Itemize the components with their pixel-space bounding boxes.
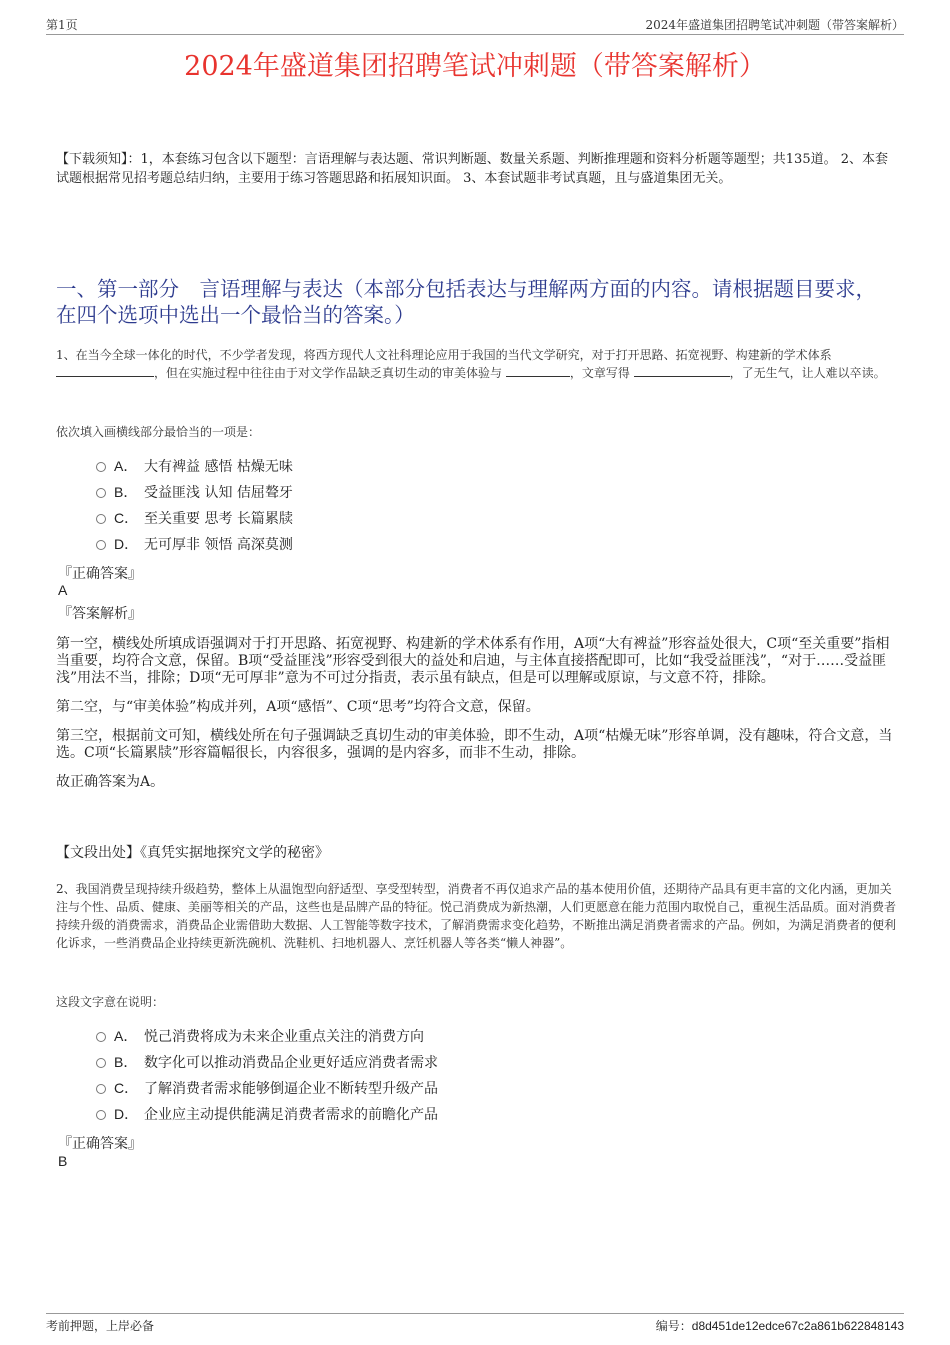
section-title: 一、第一部分 言语理解与表达（本部分包括表达与理解两方面的内容。请根据题目要求，在四个选项中选出一个最恰当的答案。） bbox=[56, 277, 876, 327]
question-1-text: 1、在当今全球一体化的时代，不少学者发现，将西方现代人文社科理论应用于我国的当代文学研究，对于打开思路、拓宽视野、构建新的学术体系 ，但在实施过程中往往由于对文学作品缺乏真切生动的审美体验与 ，文章写得 ，了无生气，让人难以卒读。 bbox=[56, 348, 886, 380]
footer-slogan: 考前押题，上岸必备 bbox=[46, 1319, 155, 1333]
question-2-text: 2、我国消费呈现持续升级趋势，整体上从温饱型向舒适型、享受型转型，消费者不再仅追求产品的基本使用价值，还期待产品具有更丰富的文化内涵，更加关注与个性、品质、健康、美丽等相关的产品，这些也是品牌产品的特征。悦己消费成为新热潮，人们更愿意在能力范围内取悦自己，重视生活品质。面对消费者持续升级的消费需求，消费品企业需借助大数据、人工智能等数字技术，了解消费需求变化趋势，不断推出满足消费者需求的产品。例如，为满足消费者的便利化诉求，一些消费品企业持续更新洗碗机、洗鞋机、扫地机器人、烹饪机器人等各类“懒人神器”。 bbox=[56, 882, 897, 950]
answer-value: A bbox=[58, 582, 68, 598]
question-2-options bbox=[96, 1023, 438, 1127]
analysis-paragraph: 故正确答案为A。 bbox=[56, 774, 165, 790]
radio-icon[interactable] bbox=[96, 514, 106, 524]
option-a[interactable]: A． 大有裨益 感悟 枯燥无味 bbox=[96, 453, 293, 479]
radio-icon[interactable] bbox=[96, 488, 106, 498]
analysis-paragraph: 第三空，根据前文可知，横线处所在句子强调缺乏真切生动的审美体验，即不生动，A项“枯燥无味”形容单调，没有趣味，符合文意，当选。C项“长篇累牍”形容篇幅很长，内容很多，强调的是内容多，而非不生动，排除。 bbox=[56, 728, 893, 761]
document-title: 2024年盛道集团招聘笔试冲刺题（带答案解析） bbox=[184, 51, 766, 82]
page-number: 第1页 bbox=[46, 18, 78, 32]
blank-2 bbox=[506, 364, 570, 377]
blank-1 bbox=[56, 364, 154, 377]
answer-analysis bbox=[56, 636, 896, 803]
analysis-label: 『答案解析』 bbox=[58, 606, 142, 622]
radio-icon[interactable] bbox=[96, 1058, 106, 1068]
download-notice: 【下载须知】：1，本套练习包含以下题型：言语理解与表达题、常识判断题、数量关系题、判断推理题和资料分析题等题型；共135道。 2、本套试题根据常见招考题总结归纳，主要用于练习答题思路和拓展知识面。 3、本套试题非考试真题，且与盛道集团无关。 bbox=[56, 152, 888, 186]
radio-icon[interactable] bbox=[96, 540, 106, 550]
radio-icon[interactable] bbox=[96, 1084, 106, 1094]
radio-icon[interactable] bbox=[96, 462, 106, 472]
blank-3 bbox=[634, 364, 730, 377]
question-2-prompt: 这段文字意在说明： bbox=[56, 995, 165, 1009]
option-b[interactable]: B． 数字化可以推动消费品企业更好适应消费者需求 bbox=[96, 1049, 438, 1075]
document-code: 编号：d8d451de12edce67c2a861b622848143 bbox=[655, 1319, 904, 1333]
option-c[interactable]: C． 了解消费者需求能够倒逼企业不断转型升级产品 bbox=[96, 1075, 438, 1101]
answer-value: B bbox=[58, 1153, 68, 1169]
question-1-prompt: 依次填入画横线部分最恰当的一项是： bbox=[56, 425, 261, 439]
answer-label: 『正确答案』 bbox=[58, 566, 142, 582]
radio-icon[interactable] bbox=[96, 1032, 106, 1042]
analysis-paragraph: 第二空，与“审美体验”构成并列，A项“感悟”、C项“思考”均符合文意，保留。 bbox=[56, 699, 540, 715]
option-a[interactable]: A． 悦己消费将成为未来企业重点关注的消费方向 bbox=[96, 1023, 438, 1049]
analysis-paragraph: 第一空，横线处所填成语强调对于打开思路、拓宽视野、构建新的学术体系有作用，A项“大有裨益”形容益处很大，C项“至关重要”指相当重要，均符合文意，保留。B项“受益匪浅”形容受到很大的益处和启迪，与主体直接搭配即可，比如“我受益匪浅”，“对于……受益匪浅”用法不当，排除；D项“无可厚非”意为不可过分指责，表示虽有缺点，但是可以理解或原谅，与文意不符，排除。 bbox=[56, 636, 890, 686]
option-d[interactable]: D． 企业应主动提供能满足消费者需求的前瞻化产品 bbox=[96, 1101, 438, 1127]
header-doc-title: 2024年盛道集团招聘笔试冲刺题（带答案解析） bbox=[645, 18, 904, 32]
answer-label: 『正确答案』 bbox=[58, 1136, 142, 1152]
passage-source: 【文段出处】《真凭实据地探究文学的秘密》 bbox=[56, 845, 329, 861]
radio-icon[interactable] bbox=[96, 1110, 106, 1120]
page-footer bbox=[46, 1313, 904, 1333]
option-d[interactable]: D． 无可厚非 领悟 高深莫测 bbox=[96, 531, 293, 557]
option-c[interactable]: C． 至关重要 思考 长篇累牍 bbox=[96, 505, 293, 531]
option-b[interactable]: B． 受益匪浅 认知 佶屈聱牙 bbox=[96, 479, 293, 505]
page-header bbox=[46, 14, 904, 35]
question-1-options bbox=[96, 453, 293, 557]
